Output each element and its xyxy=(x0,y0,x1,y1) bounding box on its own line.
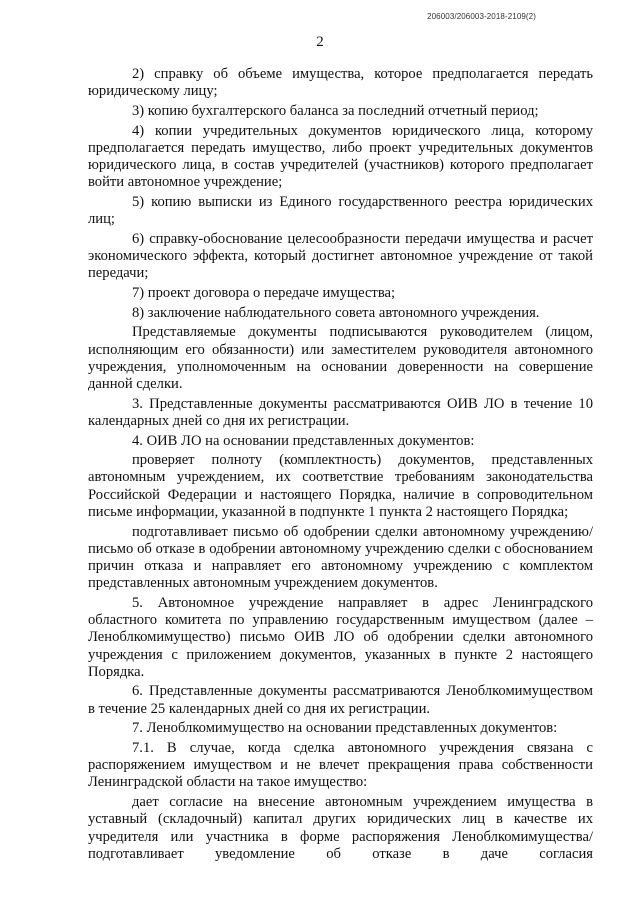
paragraph: 3) копию бухгалтерского баланса за последний отчетный период; xyxy=(132,102,539,119)
paragraph: 4. ОИВ ЛО на основании представленных документов: xyxy=(132,432,475,449)
paragraph: 5. Автономное учреждение направляет в адрес Ленинградского областного комитета по управлению государственным имуществом (далее – Леноблкомимущество) письмо ОИВ ЛО об одобрении сделки автономного учреждения с приложением документов, указанных в пункте 2 настоящего Порядка. xyxy=(88,594,593,680)
paragraph: Представляемые документы подписываются руководителем (лицом, исполняющим его обязанности) или заместителем руководителя автономного учреждения, уполномоченным на основании доверенности на совершение данной сделки. xyxy=(88,324,593,392)
paragraph: 7.1. В случае, когда сделка автономного учреждения связана с распоряжением имуществом и не влечет прекращения права собственности Ленинградской области на такое имущество: xyxy=(88,740,593,791)
paragraph: 5) копию выписки из Единого государственного реестра юридических лиц; xyxy=(88,193,593,228)
paragraph: 6) справку-обоснование целесообразности передачи имущества и расчет экономического эффекта, который достигнет автономное учреждение от такой передачи; xyxy=(88,230,593,282)
paragraph: подготавливает письмо об одобрении сделки автономному учреждению/письмо об отказе в одобрении автономному учреждению сделки с обоснованием причин отказа и направляет его автономному учреждению с комплектом представленных автономным учреждением документов. xyxy=(88,523,593,592)
paragraph: 6. Представленные документы рассматриваются Леноблкомимуществом в течение 25 календарных дней со дня их регистрации. xyxy=(88,683,593,717)
document-body xyxy=(88,66,593,865)
paragraph: 7) проект договора о передаче имущества; xyxy=(132,284,396,301)
paragraph: 7. Леноблкомимущество на основании представленных документов: xyxy=(132,720,558,737)
document-code: 206003/206003-2018-2109(2) xyxy=(427,12,536,21)
paragraph: 2) справку об объеме имущества, которое предполагается передать юридическому лицу; xyxy=(88,66,593,100)
paragraph: проверяет полноту (комплектность) документов, представленных автономным учреждением, их соответствие требованиям законодательства Российской Федерации и настоящего Порядка, наличие в сопроводительном письме информации, указанной в подпункте 1 пункта 2 настоящего Порядка; xyxy=(88,452,593,520)
paragraph: 3. Представленные документы рассматриваются ОИВ ЛО в течение 10 календарных дней со дня их регистрации. xyxy=(88,395,593,429)
paragraph: 8) заключение наблюдательного совета автономного учреждения. xyxy=(132,304,540,321)
paragraph: 4) копии учредительных документов юридического лица, которому предполагается передать имущество, либо проект учредительных документов юридического лица, в состав учредителей (участников) которого предполагает войти автономное учреждение; xyxy=(88,122,593,191)
paragraph: дает согласие на внесение автономным учреждением имущества в уставный (складочный) капитал других юридических лиц в качестве их учредителя или участника в форме распоряжения Леноблкомимущества/подготавливает уведомление об отказе в даче согласия xyxy=(88,794,593,862)
page-number: 2 xyxy=(316,34,324,50)
